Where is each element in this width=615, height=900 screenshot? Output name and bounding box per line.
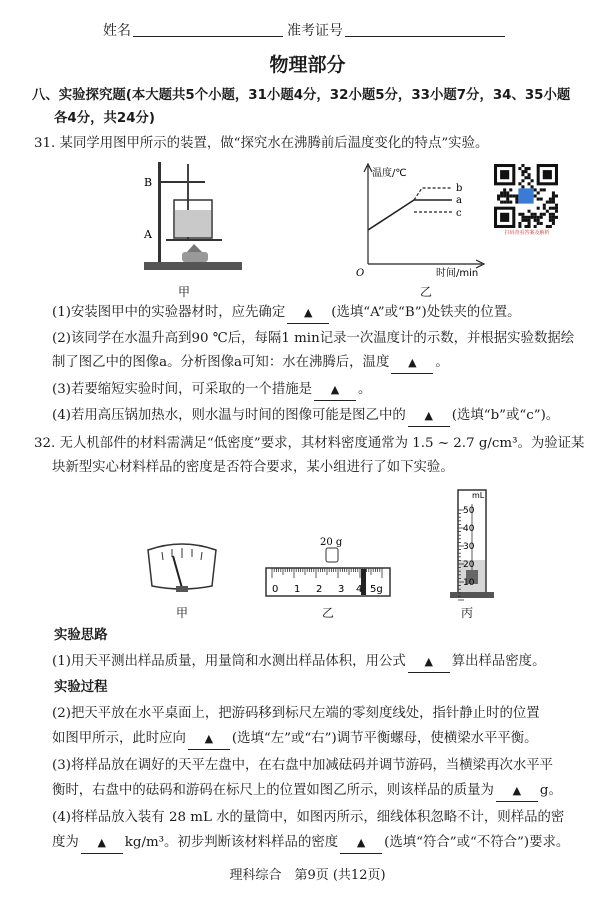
- qr-module: [497, 194, 500, 197]
- q32-fig-yi-caption: 乙: [322, 606, 335, 620]
- qr-code-image: [494, 164, 558, 228]
- qr-module: [528, 176, 531, 179]
- qr-module: [524, 216, 527, 219]
- qr-module: [524, 167, 527, 170]
- qr-module: [549, 225, 552, 228]
- qr-module: [524, 170, 527, 173]
- answer-blank[interactable]: ▲: [81, 833, 123, 854]
- name-underline: [133, 36, 283, 37]
- tick-label: 3: [338, 584, 345, 595]
- x-axis-label: 时间/min: [436, 268, 479, 278]
- answer-blank[interactable]: ▲: [391, 353, 433, 374]
- q31-apparatus-figure: [140, 160, 250, 280]
- q32-p1: (1)用天平测出样品质量，用量筒和水测出样品体积，用公式 ▲ 算出样品密度。: [52, 652, 595, 673]
- qr-module: [518, 167, 521, 170]
- qr-module: [552, 191, 555, 194]
- qr-module: [521, 170, 524, 173]
- qr-module: [534, 194, 537, 197]
- answer-blank[interactable]: ▲: [496, 781, 538, 802]
- qr-module: [531, 213, 534, 216]
- answer-blank[interactable]: ▲: [188, 729, 230, 750]
- cylinder-unit: mL: [472, 491, 485, 500]
- qr-module: [534, 219, 537, 222]
- qr-module: [537, 222, 540, 225]
- qr-module: [521, 179, 524, 182]
- qr-module: [515, 194, 518, 197]
- alcohol-lamp: [182, 252, 208, 262]
- qr-module: [506, 198, 509, 201]
- qr-module: [515, 201, 518, 204]
- flame: [187, 244, 202, 252]
- tick-label: 2: [316, 584, 323, 595]
- q32-process-heading: 实验过程: [54, 680, 108, 695]
- q32-fig-jia-caption: 甲: [176, 606, 189, 620]
- origin-label: O: [356, 268, 365, 278]
- tick-label: 1: [294, 584, 301, 595]
- q32-intro-line2: 块新型实心材料样品的密度是否符合要求，某小组进行了如下实验。: [52, 460, 454, 475]
- qr-module: [509, 201, 512, 204]
- curve-b-label: b: [456, 183, 463, 194]
- q32-p4-line2: 度为 ▲ kg/m³。初步判断该材料样品的密度 ▲ (选填“符合”或“不符合”)要求。: [52, 833, 595, 854]
- qr-finder: [500, 213, 509, 222]
- qr-module: [552, 213, 555, 216]
- qr-module: [503, 191, 506, 194]
- qr-module: [540, 188, 543, 191]
- exam-number-label: 准考证号: [287, 23, 343, 39]
- qr-module: [534, 216, 537, 219]
- q32-rider-scale-figure: [262, 534, 394, 600]
- qr-module: [543, 213, 546, 216]
- qr-module: [555, 194, 558, 197]
- q32-p3-line2: 衡时，右盘中的砝码和游码在标尺上的位置如图乙所示，则该样品的质量为 ▲ g。: [52, 781, 595, 802]
- q31-p1: (1)安装图甲中的实验器材时，应先确定 ▲ (选填“A”或“B”)处铁夹的位置。: [52, 303, 595, 324]
- section-heading-line1: 八、实验探究题(本大题共5个小题，31小题4分，32小题5分，33小题7分，34、35小题: [32, 88, 571, 103]
- qr-module: [500, 191, 503, 194]
- qr-module: [524, 176, 527, 179]
- qr-module: [518, 222, 521, 225]
- qr-module: [552, 222, 555, 225]
- qr-module: [540, 198, 543, 201]
- qr-module: [549, 198, 552, 201]
- qr-module: [537, 191, 540, 194]
- q31-intro: 31. 某同学用图甲所示的装置，做“探究水在沸腾前后温度变化的特点”实验。: [34, 136, 489, 151]
- qr-module: [555, 204, 558, 207]
- qr-finder: [518, 188, 533, 203]
- qr-module: [543, 188, 546, 191]
- answer-blank[interactable]: ▲: [287, 303, 329, 324]
- page-title: 物理部分: [269, 54, 346, 76]
- q32-idea-heading: 实验思路: [54, 628, 108, 643]
- q31-fig-yi-caption: 乙: [420, 285, 433, 299]
- qr-module: [512, 194, 515, 197]
- qr-module: [549, 219, 552, 222]
- qr-module: [500, 194, 503, 197]
- qr-module: [552, 201, 555, 204]
- answer-blank[interactable]: ▲: [340, 833, 382, 854]
- qr-module: [521, 173, 524, 176]
- qr-module: [528, 216, 531, 219]
- cylinder-tick-label: 20: [463, 560, 475, 570]
- section-heading-line2: 各4分，共24分): [54, 111, 156, 126]
- cylinder-base: [450, 592, 494, 598]
- page-footer: 理科综合 第9页 (共12页): [229, 868, 386, 883]
- weight-20g: [326, 548, 338, 562]
- cylinder-tick-label: 40: [463, 524, 475, 534]
- qr-module: [524, 219, 527, 222]
- answer-blank[interactable]: ▲: [314, 380, 356, 401]
- beaker-water: [175, 210, 211, 237]
- q32-fig-bing-caption: 丙: [461, 606, 474, 620]
- qr-finder: [500, 170, 509, 179]
- qr-module: [549, 201, 552, 204]
- qr-module: [497, 198, 500, 201]
- qr-module: [521, 185, 524, 188]
- qr-module: [540, 216, 543, 219]
- qr-module: [546, 225, 549, 228]
- q32-p3-line1: (3)将样品放在调好的天平左盘中，在右盘中加减砝码并调节游码，当横梁再次水平平: [52, 758, 554, 773]
- qr-module: [546, 201, 549, 204]
- q31-temperature-graph: [352, 160, 492, 278]
- qr-module: [503, 201, 506, 204]
- qr-note: 扫码查看答案及解析: [504, 230, 550, 236]
- stand-base: [144, 262, 242, 270]
- qr-module: [500, 201, 503, 204]
- curve-a: [368, 200, 452, 230]
- qr-module: [518, 225, 521, 228]
- qr-module: [518, 182, 521, 185]
- qr-module: [528, 182, 531, 185]
- qr-module: [555, 216, 558, 219]
- cylinder-tick-label: 10: [463, 578, 475, 588]
- qr-module: [509, 194, 512, 197]
- exam-number-underline: [345, 36, 505, 37]
- cylinder-tick-label: 30: [463, 542, 475, 552]
- qr-module: [531, 179, 534, 182]
- qr-module: [537, 216, 540, 219]
- curve-b: [414, 188, 452, 200]
- q32-p2-line1: (2)把天平放在水平桌面上，把游码移到标尺左端的零刻度线处，指针静止时的位置: [52, 706, 540, 721]
- cylinder-tick-label: 50: [463, 506, 475, 516]
- qr-module: [531, 216, 534, 219]
- qr-module: [524, 225, 527, 228]
- qr-module: [552, 216, 555, 219]
- q32-p2-line2: 如图甲所示，此时应向 ▲ (选填“左”或“右”)调节平衡螺母，使横梁水平平衡。: [52, 729, 595, 750]
- qr-module: [531, 185, 534, 188]
- curve-c-label: c: [456, 208, 462, 219]
- qr-module: [528, 173, 531, 176]
- qr-module: [537, 219, 540, 222]
- label-b: B: [144, 176, 153, 189]
- qr-module: [540, 213, 543, 216]
- qr-module: [534, 188, 537, 191]
- q32-p4-line1: (4)将样品放入装有 28 mL 水的量筒中，如图丙所示，细线体积忽略不计，则样品的密: [52, 810, 565, 825]
- qr-module: [552, 207, 555, 210]
- y-axis-label: 温度/℃: [372, 168, 407, 179]
- qr-module: [528, 210, 531, 213]
- q31-fig-jia-caption: 甲: [178, 285, 191, 299]
- qr-module: [521, 219, 524, 222]
- qr-module: [534, 213, 537, 216]
- stand-rod: [158, 162, 161, 264]
- qr-module: [509, 188, 512, 191]
- qr-module: [528, 225, 531, 228]
- qr-module: [506, 194, 509, 197]
- qr-module: [549, 207, 552, 210]
- qr-module: [521, 164, 524, 167]
- pointer-pivot: [176, 586, 188, 592]
- name-label: 姓名: [103, 23, 131, 39]
- qr-module: [543, 204, 546, 207]
- qr-finder: [543, 170, 552, 179]
- qr-module: [503, 188, 506, 191]
- label-a: A: [144, 228, 152, 241]
- answer-blank[interactable]: ▲: [408, 406, 450, 427]
- tick-label: 5g: [370, 584, 383, 595]
- qr-module: [549, 213, 552, 216]
- qr-module: [521, 216, 524, 219]
- curve-a-label: a: [456, 195, 462, 206]
- qr-module: [552, 194, 555, 197]
- q32-graduated-cylinder-figure: [448, 484, 498, 602]
- q32-balance-scale-figure: [142, 540, 222, 602]
- q31-p2-line1: (2)该同学在水温升高到90 ℃后，每隔1 min记录一次温度计的示数，并根据实验数据绘: [52, 331, 575, 346]
- q32-intro-line1: 32. 无人机部件的材料需满足“低密度”要求，其材料密度通常为 1.5 ~ 2.7 g/cm³。为验证某: [34, 436, 585, 451]
- qr-module: [506, 191, 509, 194]
- qr-module: [537, 207, 540, 210]
- qr-module: [552, 198, 555, 201]
- qr-module: [528, 167, 531, 170]
- weight-label: 20 g: [320, 537, 343, 548]
- qr-module: [521, 213, 524, 216]
- qr-module: [503, 194, 506, 197]
- qr-module: [543, 207, 546, 210]
- answer-blank[interactable]: ▲: [408, 652, 450, 673]
- qr-module: [552, 219, 555, 222]
- qr-module: [534, 225, 537, 228]
- q31-p2-line2: 制了图乙中的图像a。分析图像a可知：水在沸腾后，温度 ▲ 。: [52, 353, 595, 374]
- tick-label: 4: [356, 584, 363, 595]
- tick-label: 0: [272, 584, 279, 595]
- q31-p3: (3)若要缩短实验时间，可采取的一个措施是 ▲ 。: [52, 380, 595, 401]
- qr-module: [549, 216, 552, 219]
- qr-module: [540, 222, 543, 225]
- qr-module: [537, 198, 540, 201]
- qr-module: [528, 219, 531, 222]
- qr-module: [546, 210, 549, 213]
- qr-module: [506, 201, 509, 204]
- q31-p4: (4)若用高压锅加热水，则水温与时间的图像可能是图乙中的 ▲ (选填“b”或“c”)。: [52, 406, 595, 427]
- qr-module: [555, 207, 558, 210]
- qr-module: [518, 213, 521, 216]
- qr-module: [515, 198, 518, 201]
- qr-module: [555, 210, 558, 213]
- qr-module: [528, 222, 531, 225]
